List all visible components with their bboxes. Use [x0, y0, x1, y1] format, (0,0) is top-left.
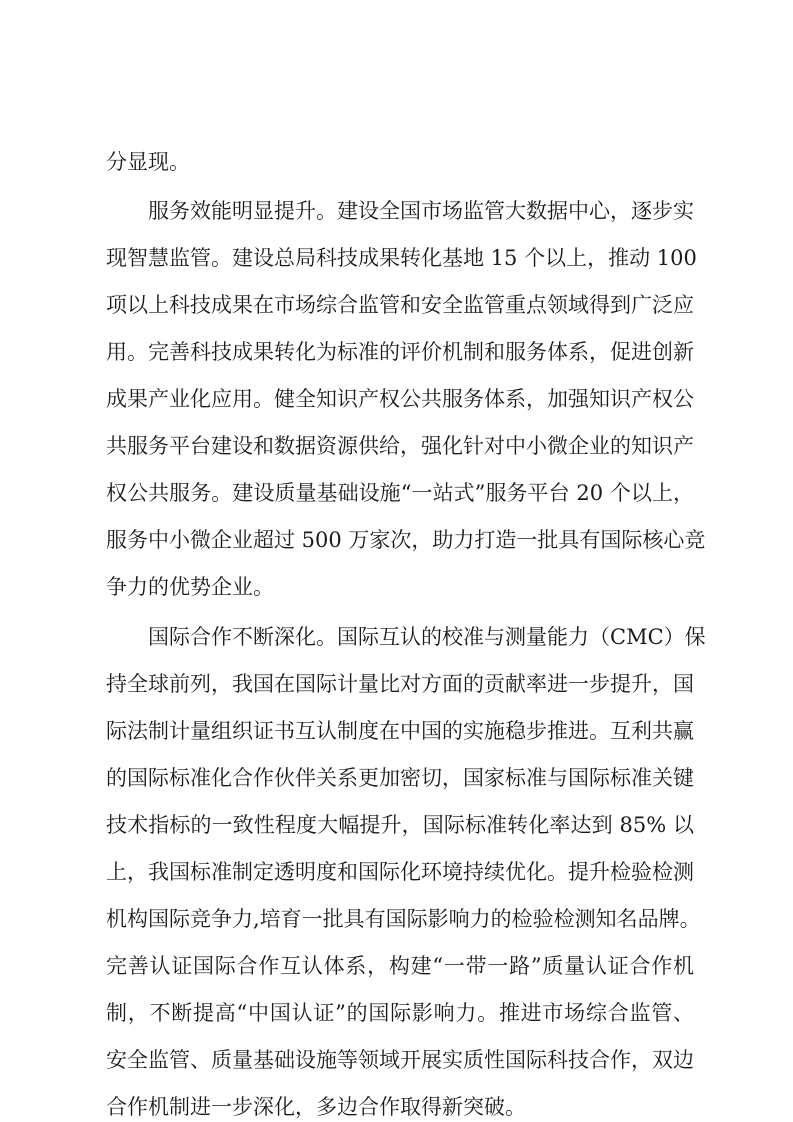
text-line: 制，不断提高“中国认证”的国际影响力。推进市场综合监管、 [106, 1001, 694, 1025]
text-line: 技术指标的一致性程度大幅提升，国际标准转化率达到 85% 以 [106, 813, 694, 837]
text-line: 完善认证国际合作互认体系，构建“一带一路”质量认证合作机 [106, 954, 694, 978]
text-line: 的国际标准化合作伙伴关系更加密切，国家标准与国际标准关键 [106, 766, 694, 790]
text-line: 权公共服务。建设质量基础设施“一站式”服务平台 20 个以上， [106, 481, 694, 505]
text-line: 现智慧监管。建设总局科技成果转化基地 15 个以上，推动 100 [106, 246, 697, 270]
text-line: 上，我国标准制定透明度和国际化环境持续优化。提升检验检测 [106, 860, 694, 884]
text-line: 安全监管、质量基础设施等领域开展实质性国际科技合作，双边 [106, 1048, 694, 1072]
paragraph-heading-line: 国际合作不断深化。国际互认的校准与测量能力（CMC）保 [148, 625, 706, 649]
text-line: 际法制计量组织证书互认制度在中国的实施稳步推进。互利共赢 [106, 719, 694, 743]
text-line: 争力的优势企业。 [106, 575, 274, 599]
text-line: 机构国际竞争力,培育一批具有国际影响力的检验检测知名品牌。 [106, 907, 701, 931]
text-line: 持全球前列，我国在国际计量比对方面的贡献率进一步提升，国 [106, 672, 694, 696]
text-line: 用。完善科技成果转化为标准的评价机制和服务体系，促进创新 [106, 340, 694, 364]
text-line: 分显现。 [106, 150, 190, 174]
paragraph-heading-line: 服务效能明显提升。建设全国市场监管大数据中心，逐步实 [148, 199, 694, 223]
text-line: 项以上科技成果在市场综合监管和安全监管重点领域得到广泛应 [106, 293, 694, 317]
text-line: 成果产业化应用。健全知识产权公共服务体系，加强知识产权公 [106, 387, 694, 411]
text-line: 服务中小微企业超过 500 万家次，助力打造一批具有国际核心竞 [106, 528, 706, 552]
text-line: 合作机制进一步深化，多边合作取得新突破。 [106, 1095, 526, 1119]
text-line: 共服务平台建设和数据资源供给，强化针对中小微企业的知识产 [106, 434, 694, 458]
